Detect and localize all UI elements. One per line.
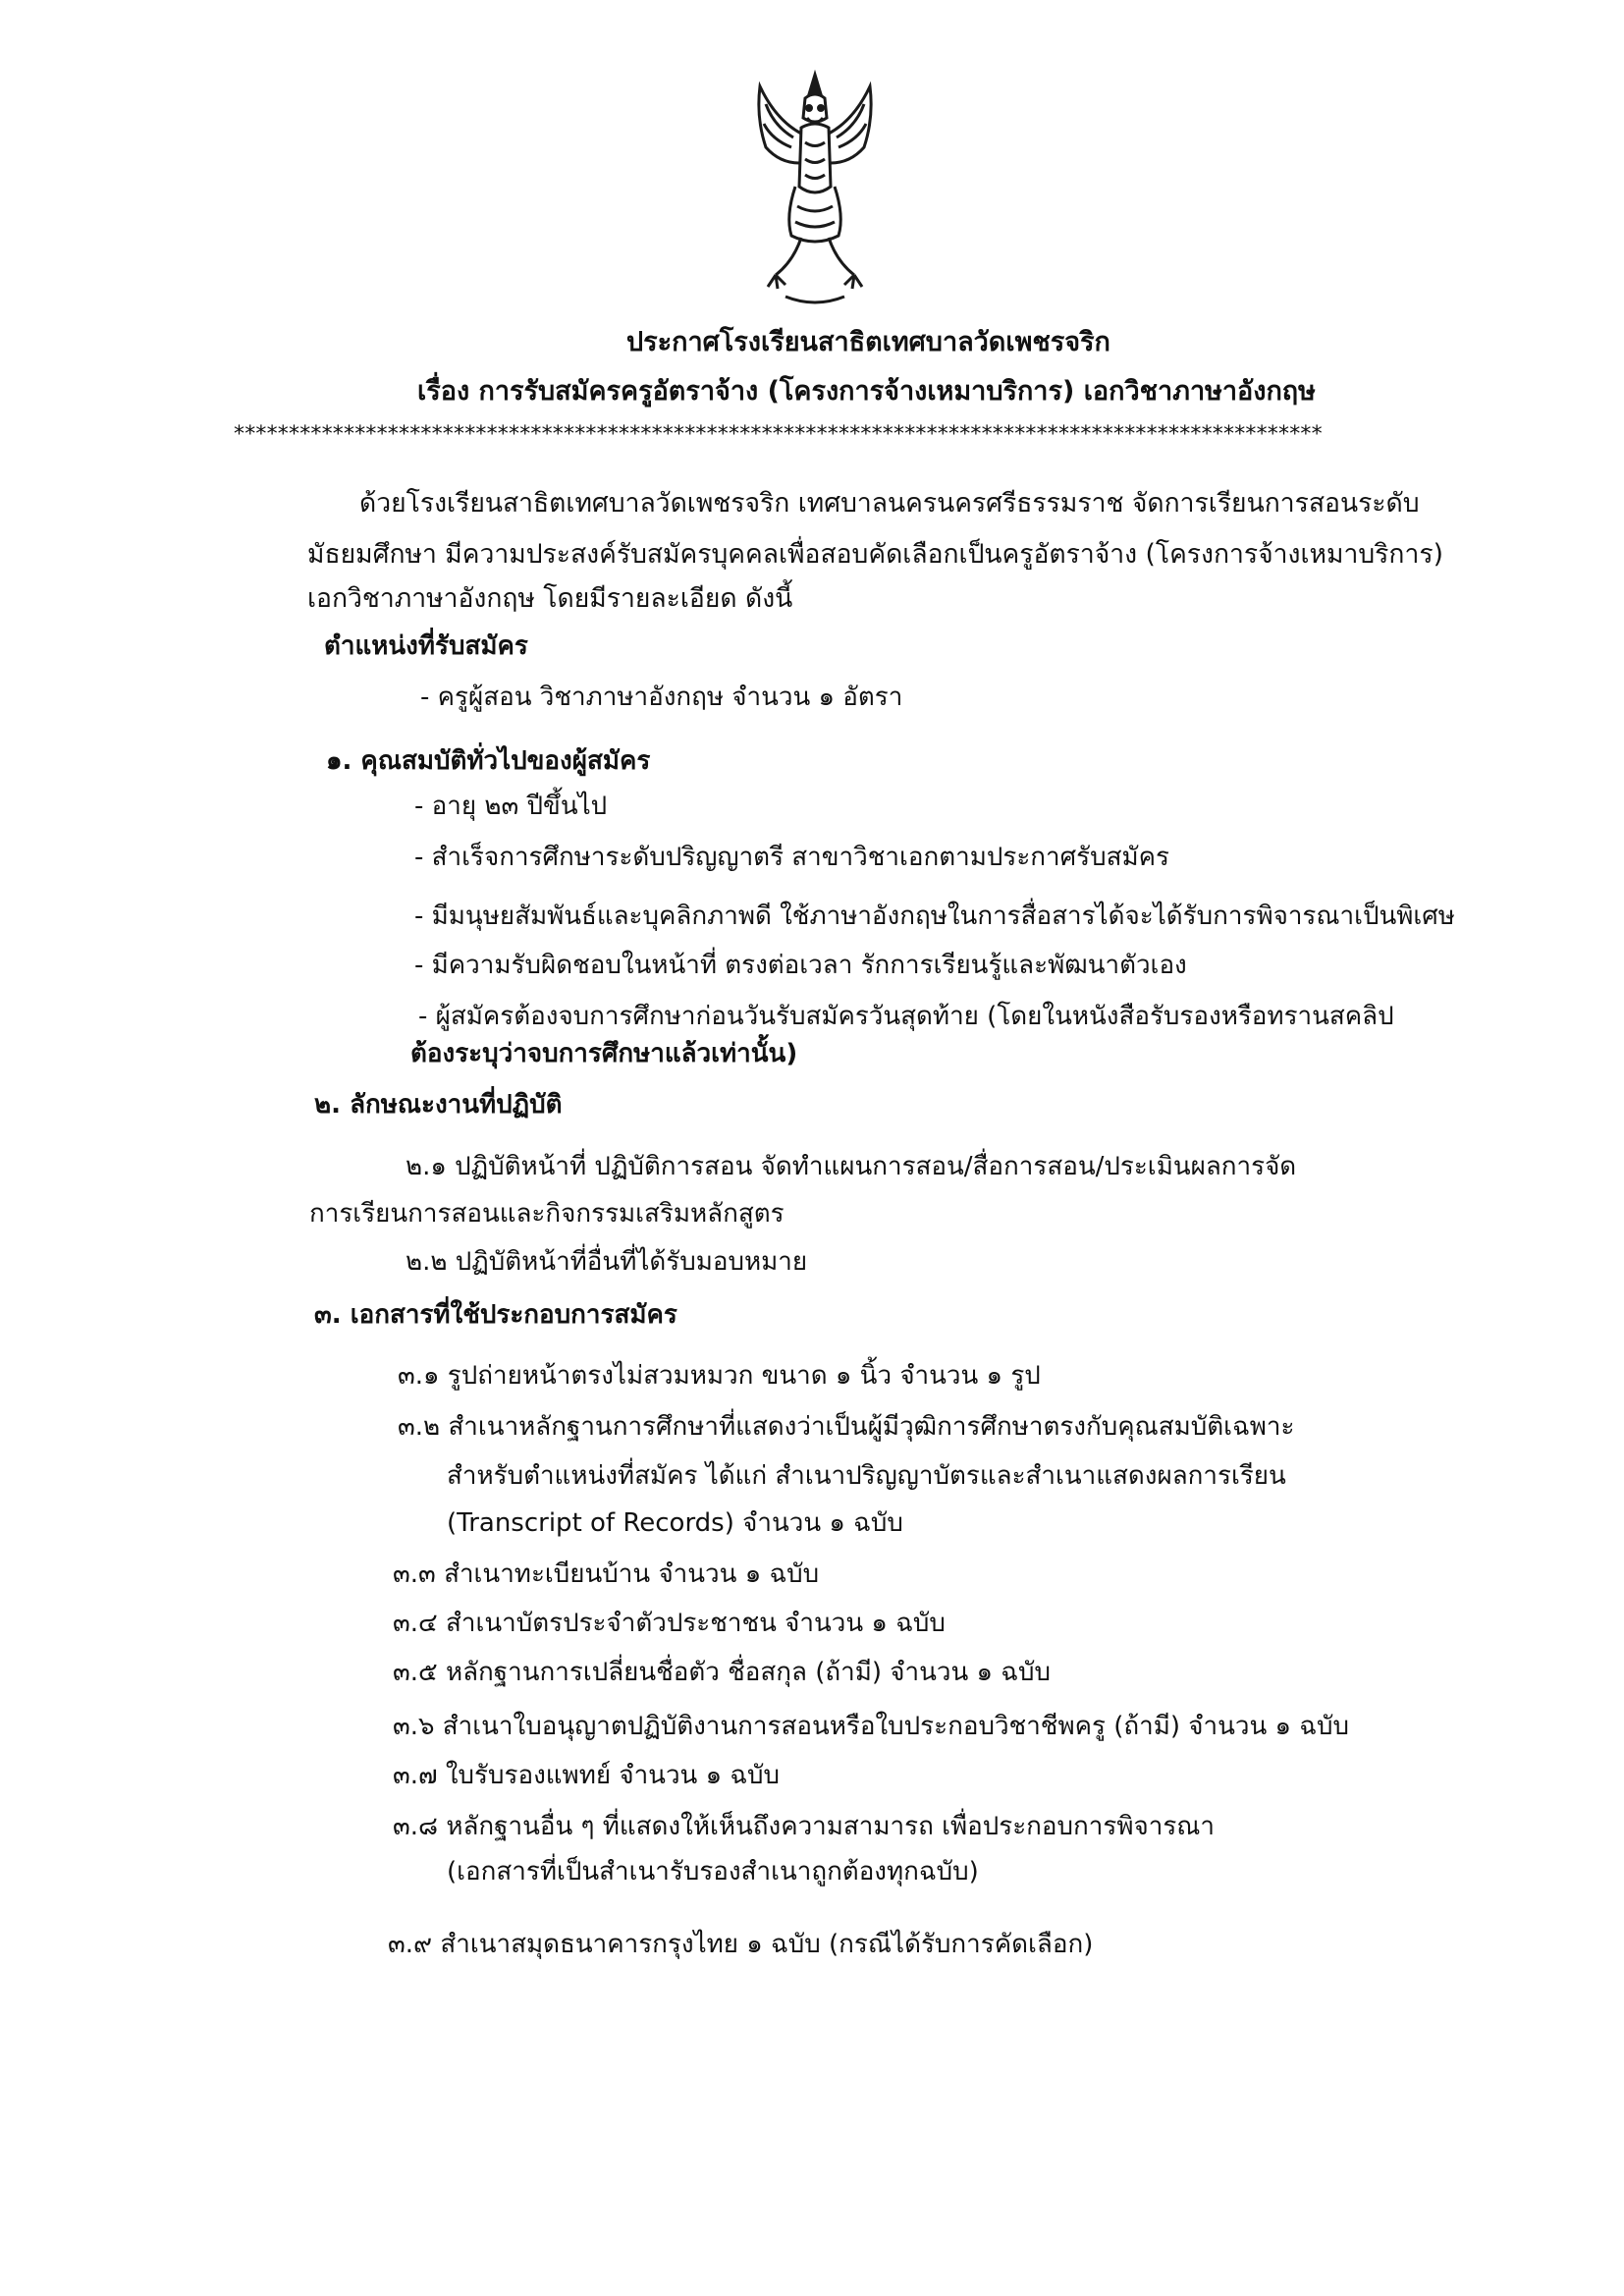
section-3-item-4: ๓.๔ สำเนาบัตรประจำตัวประชาชน จำนวน ๑ ฉบับ [393,1609,946,1638]
section-1-item-3: - มีมนุษยสัมพันธ์และบุคลิกภาพดี ใช้ภาษาอังกฤษในการสื่อสารได้จะได้รับการพิจารณาเป็นพิเศษ [414,902,1455,931]
section-3-item-3: ๓.๓ สำเนาทะเบียนบ้าน จำนวน ๑ ฉบับ [393,1559,820,1589]
section-3-item-9: ๓.๙ สำเนาสมุดธนาคารกรุงไทย ๑ ฉบับ (กรณีได้รับการคัดเลือก) [388,1930,1094,1959]
position-heading: ตำแหน่งที่รับสมัคร [324,631,528,661]
section-2-item-2: ๒.๒ ปฏิบัติหน้าที่อื่นที่ได้รับมอบหมาย [406,1247,808,1277]
intro-line-3: เอกวิชาภาษาอังกฤษ โดยมีรายละเอียด ดังนี้ [307,583,793,614]
intro-line-2: มัธยมศึกษา มีความประสงค์รับสมัครบุคคลเพื่อสอบคัดเลือกเป็นครูอัตราจ้าง (โครงการจ้างเหมาบริการ) [307,539,1443,570]
section-3-item-6: ๓.๖ สำเนาใบอนุญาตปฏิบัติงานการสอนหรือใบประกอบวิชาชีพครู (ถ้ามี) จำนวน ๑ ฉบับ [393,1712,1349,1741]
section-1-item-1: - อายุ ๒๓ ปีขึ้นไป [414,792,608,821]
section-3-item-1: ๓.๑ รูปถ่ายหน้าตรงไม่สวมหมวก ขนาด ๑ นิ้ว จำนวน ๑ รูป [398,1361,1041,1391]
section-3-item-7: ๓.๗ ใบรับรองแพทย์ จำนวน ๑ ฉบับ [393,1761,781,1790]
section-1-item-4: - มีความรับผิดชอบในหน้าที่ ตรงต่อเวลา รักการเรียนรู้และพัฒนาตัวเอง [414,951,1187,980]
garuda-emblem-icon [746,69,884,314]
section-2-item-1-line-1: ๒.๑ ปฏิบัติหน้าที่ ปฏิบัติการสอน จัดทำแผนการสอน/สื่อการสอน/ประเมินผลการจัด [406,1152,1297,1181]
announcement-subject: เรื่อง การรับสมัครครูอัตราจ้าง (โครงการจ้างเหมาบริการ) เอกวิชาภาษาอังกฤษ [417,376,1316,407]
section-1-note: ต้องระบุว่าจบการศึกษาแล้วเท่านั้น) [410,1039,798,1068]
position-item: - ครูผู้สอน วิชาภาษาอังกฤษ จำนวน ๑ อัตรา [420,683,903,712]
intro-line-1: ด้วยโรงเรียนสาธิตเทศบาลวัดเพชรจริก เทศบาลนครนครศรีธรรมราช จัดการเรียนการสอนระดับ [359,488,1420,519]
separator-line: *************************************************************************************************** [234,422,1323,447]
announcement-title: ประกาศโรงเรียนสาธิตเทศบาลวัดเพชรจริก [626,327,1110,357]
section-1-item-5: - ผู้สมัครต้องจบการศึกษาก่อนวันรับสมัครวันสุดท้าย (โดยในหนังสือรับรองหรือทรานสคลิป [418,1002,1394,1031]
section-2-item-1-line-2: การเรียนการสอนและกิจกรรมเสริมหลักสูตร [309,1199,785,1229]
section-3-item-8-line-1: ๓.๘ หลักฐานอื่น ๆ ที่แสดงให้เห็นถึงความสามารถ เพื่อประกอบการพิจารณา [393,1812,1216,1841]
section-3-item-2-line-1: ๓.๒ สำเนาหลักฐานการศึกษาที่แสดงว่าเป็นผู้มีวุฒิการศึกษาตรงกับคุณสมบัติเฉพาะ [398,1412,1295,1442]
section-2-heading: ๒. ลักษณะงานที่ปฏิบัติ [314,1090,563,1120]
section-3-item-2-line-2: สำหรับตำแหน่งที่สมัคร ได้แก่ สำเนาปริญญาบัตรและสำเนาแสดงผลการเรียน [447,1461,1286,1491]
section-3-item-2-line-3: (Transcript of Records) จำนวน ๑ ฉบับ [447,1508,903,1538]
section-1-heading: ๑. คุณสมบัติทั่วไปของผู้สมัคร [326,746,651,776]
section-1-item-2: - สำเร็จการศึกษาระดับปริญญาตรี สาขาวิชาเอกตามประกาศรับสมัคร [414,843,1169,872]
section-3-item-8-line-2: (เอกสารที่เป็นสำเนารับรองสำเนาถูกต้องทุกฉบับ) [447,1857,979,1886]
section-3-heading: ๓. เอกสารที่ใช้ประกอบการสมัคร [314,1300,677,1330]
section-3-item-5: ๓.๕ หลักฐานการเปลี่ยนชื่อตัว ชื่อสกุล (ถ้ามี) จำนวน ๑ ฉบับ [393,1658,1051,1687]
